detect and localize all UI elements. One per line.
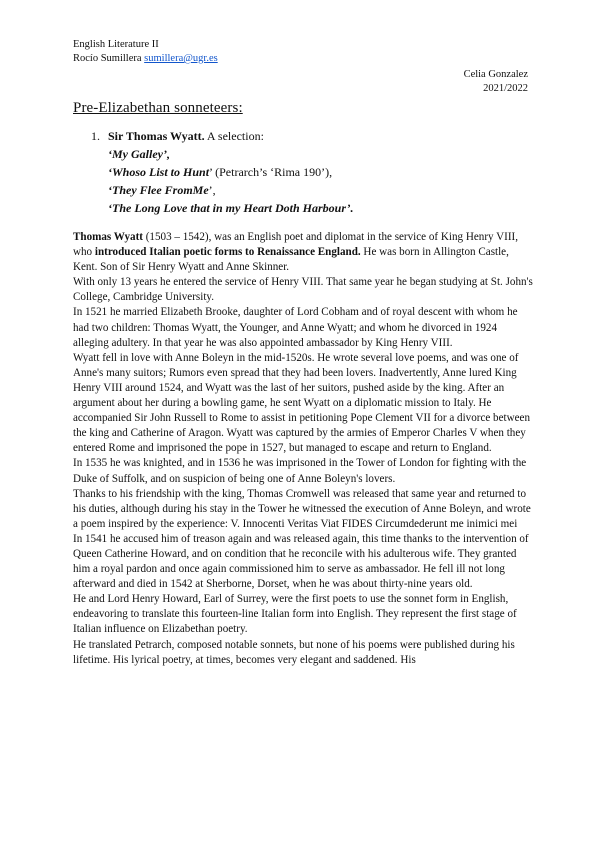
author-line: [73, 52, 218, 66]
header-left: [73, 38, 218, 66]
paragraph-knighted: In 1535 he was knighted, and in 1536 he was imprisoned in the Tower of London for fighting with the Duke of Suffolk, and on suspicion of being one of Anne Boleyn's lovers.: [73, 457, 527, 485]
poem-title-1: ‘My Galley’,: [108, 147, 170, 161]
paragraph-anne-boleyn: Wyatt fell in love with Anne Boleyn in the mid-1520s. He wrote several love poems, and was one of Anne's many suitors; Rumors even spread that they had been lovers. Inadvertently, Anne lured King Henry VIII around 1524, and Wyatt was the last of her suitors, pushed aside by the king. After an argument about her during a bowling game, he sent Wyatt on a diplomatic mission to Italy. He accompanied Sir John Russell to Rome to assist in petitioning Pope Clement VII for a divorce between the king and Catherine of Aragon. Wyatt was captured by the armies of Emperor Charles V when they entered Rome and imprisoned the pope in 1527, but managed to escape and return to England.: [73, 351, 531, 455]
author-email-link[interactable]: sumillera@ugr.es: [144, 53, 218, 64]
poem-title-4: ‘The Long Love that in my Heart Doth Harbour’.: [108, 201, 354, 215]
paragraph-treason: In 1541 he accused him of treason again and was released again, this time thanks to the intervention of Queen Catherine Howard, and on condition that he reconcile with his adulterous wife. They granted him a royal pardon and once again commissioned him to serve as ambassador. He fell ill not long afterward and died in 1542 at Sherborne, Dorset, when he was about thirty-nine years old.: [73, 532, 529, 591]
course-name: English Literature II: [73, 39, 159, 50]
page-title: Pre-Elizabethan sonneteers:: [73, 100, 243, 116]
selection-heading: [108, 127, 353, 145]
poem-title-3: ‘They Flee FromMe’,: [108, 183, 216, 197]
selection-intro: A selection:: [204, 129, 264, 143]
poet-name: Sir Thomas Wyatt.: [108, 129, 205, 143]
academic-year: 2021/2022: [483, 83, 528, 94]
body-text: [73, 230, 533, 668]
author-name: Rocío Sumillera: [73, 53, 142, 64]
paragraph-cromwell: Thanks to his friendship with the king, Thomas Cromwell was released that same year and returned to his duties, although during his stay in the Tower he witnessed the execution of Anne Boleyn, and wrote a poem inspired by the experience: V. Innocenti Veritas Viat FIDES Circumdederunt me inimici mei: [73, 487, 531, 530]
list-item: [108, 127, 353, 217]
list-number: 1.: [91, 129, 100, 143]
header-right: [464, 68, 528, 96]
paragraph-marriage: In 1521 he married Elizabeth Brooke, daughter of Lord Cobham and of royal descent with whom he had two children: Thomas Wyatt, the Younger, and Anne Wyatt; and whom he divorced in 1924 alleging adultery. In that year he was also appointed ambassador by King Henry VIII.: [73, 306, 518, 349]
selection-list: [91, 127, 353, 217]
paragraph-intro: Thomas Wyatt (1503 – 1542), was an English poet and diplomat in the service of King Henry VIII, who introduced Italian poetic forms to Renaissance England. He was born in Allington Castle, Kent. Son of Sir Henry Wyatt and Anne Skinner.: [73, 231, 519, 274]
coauthor-name: Celia Gonzalez: [463, 69, 528, 80]
paragraph-sonnet-form: He and Lord Henry Howard, Earl of Surrey, were the first poets to use the sonnet form in English, endeavoring to translate this fourteen-line Italian form into English. They represent the first stage of Italian influence on Elizabethan poetry.: [73, 593, 517, 636]
paragraph-education: With only 13 years he entered the service of Henry VIII. That same year he began studying at St. John's College, Cambridge University.: [73, 276, 533, 304]
poem-title-2: ‘Whoso List to Hunt’ (Petrarch’s ‘Rima 190’),: [108, 165, 333, 179]
paragraph-petrarch: He translated Petrarch, composed notable sonnets, but none of his poems were published during his lifetime. His lyrical poetry, at times, becomes very elegant and saddened. His: [73, 638, 515, 666]
